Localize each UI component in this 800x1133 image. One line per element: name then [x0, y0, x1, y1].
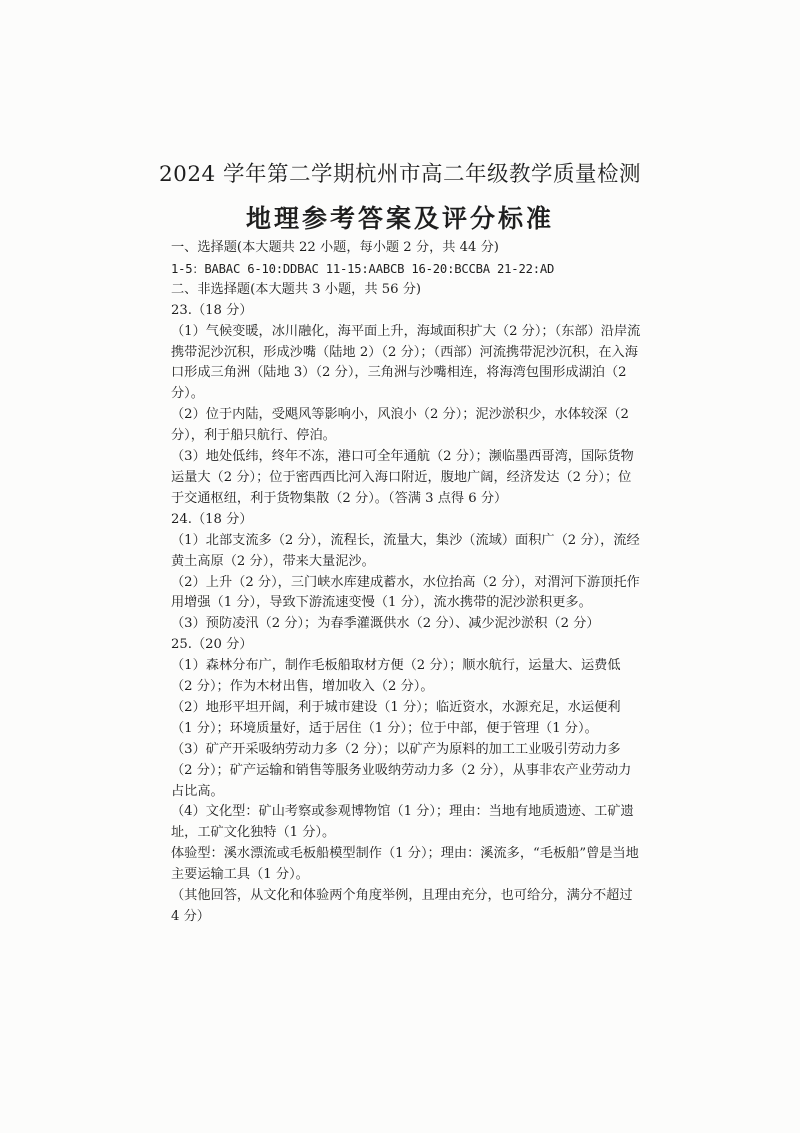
- question-heading: 25.（20 分）: [171, 637, 253, 653]
- answer-paragraph: （1）森林分布广，制作毛板船取材方便（2 分）；顺水航行，运量大、运费低（2 分）；作为木材出售，增加收入（2 分）。: [171, 658, 621, 695]
- section-heading: 二、非选择题(本大题共 3 小题，共 56 分): [171, 281, 422, 297]
- answer-paragraph: （3）预防凌汛（2 分）；为春季灌溉供水（2 分）、减少泥沙淤积（2 分）: [171, 616, 600, 632]
- answer-paragraph: （1）气候变暖，冰川融化，海平面上升，海域面积扩大（2 分）；（东部）沿岸流携带泥沙沉积，形成沙嘴（陆地 2）（2 分）；（西部）河流携带泥沙沉积，在入海口形成三角洲（陆地 3）（2 分），三角洲与沙嘴相连，将海湾包围形成湖泊（2 分）。: [171, 323, 641, 402]
- answer-paragraph: （2）地形平坦开阔，利于城市建设（1 分）；临近资水，水源充足，水运便利（1 分）；环境质量好，适于居住（1 分）；位于中部，便于管理（1 分）。: [171, 699, 621, 736]
- answer-paragraph: （2）位于内陆，受飓风等影响小，风浪小（2 分）；泥沙淤积少，水体较深（2 分），利于船只航行、停泊。: [171, 407, 629, 444]
- exam-title: 2024 学年第二学期杭州市高二年级教学质量检测: [158, 162, 642, 187]
- document-subtitle: 地理参考答案及评分标准: [245, 204, 554, 233]
- choice-answers: 1-5：BABAC 6-10:DDBAC 11-15:AABCB 16-20:BCCBA 21-22:AD: [171, 261, 555, 276]
- answer-paragraph: （3）矿产开采吸纳劳动力多（2 分）；以矿产为原料的加工工业吸引劳动力多（2 分）；矿产运输和销售等服务业吸纳劳动力多（2 分），从事非农产业劳动力占比高。: [171, 741, 632, 799]
- question-heading: 24.（18 分）: [171, 511, 253, 527]
- answer-paragraph: （3）地处低纬，终年不冻，港口可全年通航（2 分）；濒临墨西哥湾，国际货物运量大（2 分）；位于密西西比河入海口附近，腹地广阔，经济发达（2 分）；位于交通枢纽，利于货物集散（2 分）。（答满 3 点得 6 分）: [171, 449, 634, 506]
- answer-paragraph: 体验型：溪水漂流或毛板船模型制作（1 分）；理由：溪流多，“毛板船”曾是当地主要运输工具（1 分）。: [171, 846, 639, 883]
- section-heading: 一、选择题(本大题共 22 小题，每小题 2 分，共 44 分): [171, 240, 499, 255]
- answer-paragraph: （4）文化型：矿山考察或参观博物馆（1 分）；理由：当地有地质遗迹、工矿遗址，工矿文化独特（1 分）。: [171, 804, 634, 841]
- answer-paragraph: （1）北部支流多（2 分），流程长，流量大，集沙（流域）面积广（2 分），流经黄土高原（2 分），带来大量泥沙。: [171, 532, 640, 569]
- note-paragraph: （其他回答，从文化和体验两个角度举例，且理由充分，也可给分，满分不超过 4 分）: [171, 888, 633, 924]
- answer-body: [171, 238, 641, 928]
- question-heading: 23.（18 分）: [171, 302, 253, 318]
- answer-paragraph: （2）上升（2 分），三门峡水库建成蓄水，水位抬高（2 分），对渭河下游顶托作用增强（1 分），导致下游流速变慢（1 分），流水携带的泥沙淤积更多。: [171, 574, 640, 611]
